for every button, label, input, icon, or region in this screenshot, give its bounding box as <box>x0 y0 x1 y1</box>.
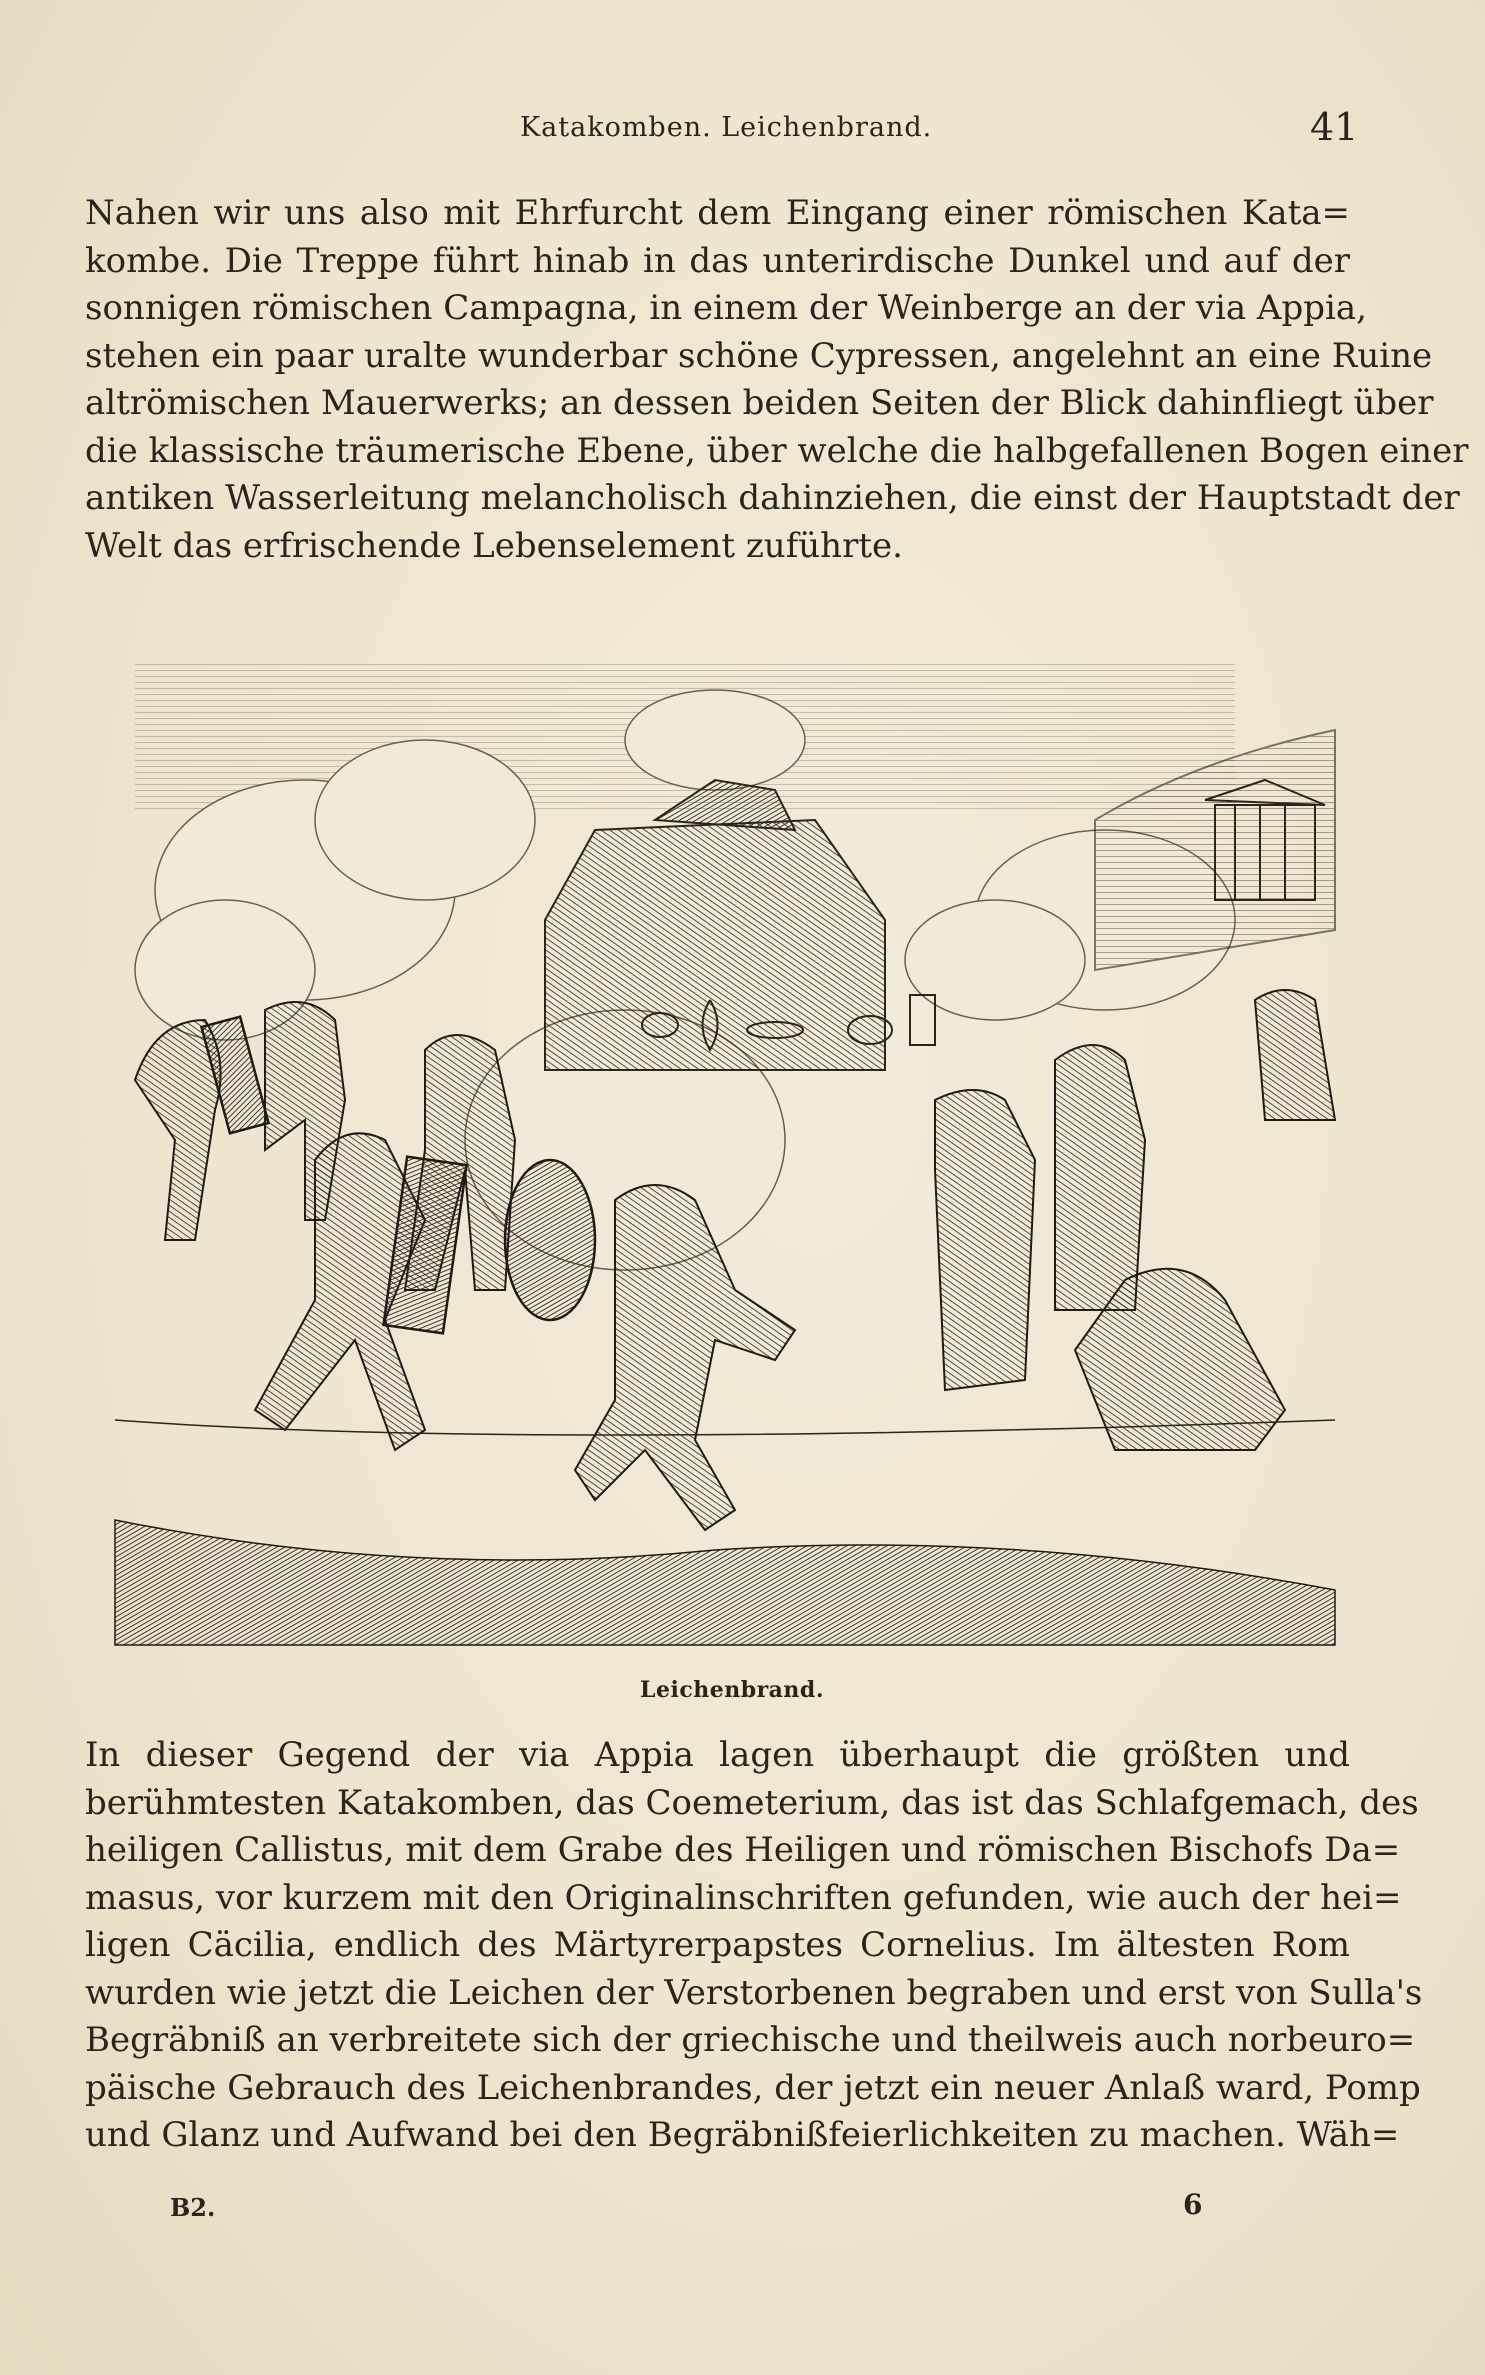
text-line: Welt das erfrischende Lebenselement zuführte. <box>85 525 903 566</box>
engraving-illustration <box>95 640 1350 1655</box>
text-line: masus, vor kurzem mit den Originalinschriften gefunden, wie auch der hei= <box>85 1877 1402 1918</box>
text-line: Begräbniß an verbreitete sich der griechische und theilweis auch norbeuro= <box>85 2020 1416 2060</box>
sheet-number: 6 <box>1183 2188 1203 2221</box>
tomb-monument <box>545 780 885 1070</box>
text-line: heiligen Callistus, mit dem Grabe des Heiligen und römischen Bischofs Da= <box>85 1830 1401 1870</box>
text-line: altrömischen Mauerwerks; an dessen beiden Seiten der Blick dahinfliegt über <box>85 383 1434 423</box>
text-line: sonnigen römischen Campagna, in einem der Weinberge an der via Appia, <box>85 288 1367 328</box>
text-line: In dieser Gegend der via Appia lagen überhaupt die größten und <box>85 1735 1350 1775</box>
paragraph-1 <box>85 190 1469 570</box>
text-line: antiken Wasserleitung melancholisch dahinziehen, die einst der Hauptstadt der <box>85 478 1460 518</box>
signature-mark: B2. <box>170 2193 216 2222</box>
text-line: und Glanz und Aufwand bei den Begräbnißfeierlichkeiten zu machen. Wäh= <box>85 2115 1400 2155</box>
text-line: Nahen wir uns also mit Ehrfurcht dem Eingang einer römischen Kata= <box>85 193 1350 233</box>
running-head: Katakomben. Leichenbrand. <box>520 112 933 143</box>
text-line: ligen Cäcilia, endlich des Märtyrerpapstes Cornelius. Im ältesten Rom <box>85 1925 1350 1965</box>
text-line: stehen ein paar uralte wunderbar schöne Cypressen, angelehnt an eine Ruine <box>85 335 1433 376</box>
paragraph-2 <box>85 1732 1423 2160</box>
figure-caption: Leichenbrand. <box>640 1677 824 1703</box>
text-line: die klassische träumerische Ebene, über welche die halbgefallenen Bogen einer <box>85 430 1469 471</box>
text-line: päische Gebrauch des Leichenbrandes, der jetzt ein neuer Anlaß ward, Pomp <box>85 2067 1421 2108</box>
text-line: wurden wie jetzt die Leichen der Verstorbenen begraben und erst von Sulla's <box>85 1972 1423 2013</box>
page-number: 41 <box>1310 105 1359 149</box>
text-line: berühmtesten Katakomben, das Coemeterium, das ist das Schlafgemach, des <box>85 1782 1419 1823</box>
ground-hatching <box>115 1420 1335 1645</box>
text-line: kombe. Die Treppe führt hinab in das unterirdische Dunkel und auf der <box>85 240 1350 281</box>
